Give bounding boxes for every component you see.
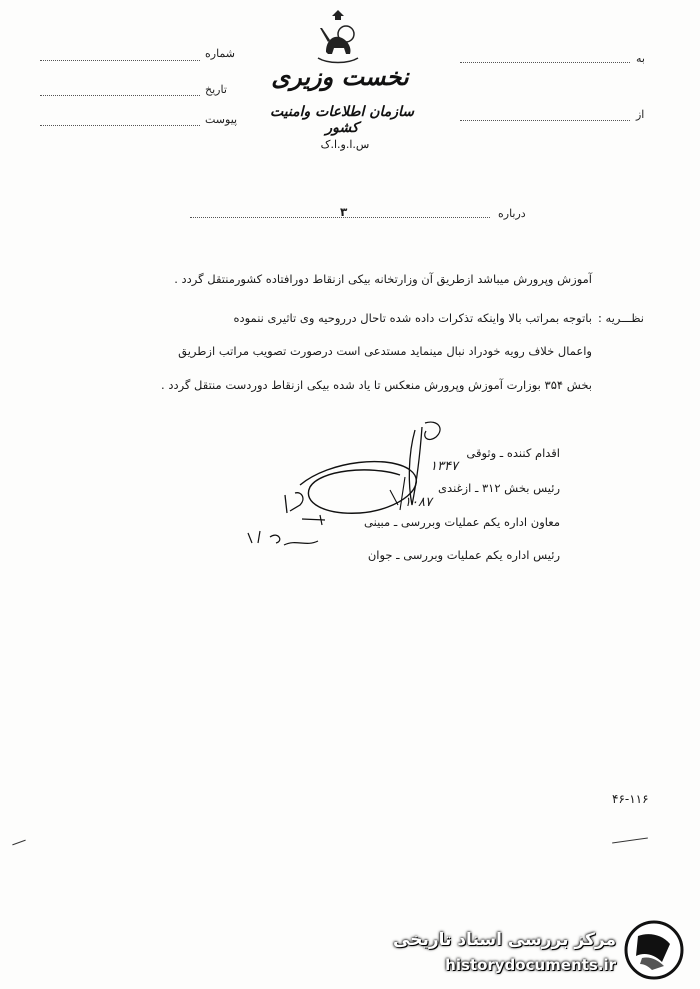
number-field-line <box>40 60 200 61</box>
margin-mark-right <box>612 837 648 843</box>
lion-and-sun-crest-icon <box>308 8 368 68</box>
from-label: از <box>636 108 645 121</box>
to-label: به <box>636 52 645 65</box>
from-field-line <box>460 120 630 121</box>
body-line-1: آموزش وپرورش میباشد ازطریق آن وزارتخانه بیکی ازنقاط دورافتاده کشورمنتقل گردد . <box>174 272 592 286</box>
body-line-2: باتوجه بمراتب بالا واینکه تذکرات داده شده تاحال درروحیه وی تاثیری ننموده <box>233 311 592 325</box>
watermark-url: historydocuments.ir <box>445 956 616 974</box>
handwritten-number-2: ۱۳۴۷ <box>430 459 458 474</box>
watermark-title: مرکز بررسی اسناد تاریخی <box>393 930 616 950</box>
margin-mark-left <box>12 840 25 846</box>
subject-label: درباره <box>498 207 526 220</box>
org-code: س.ا.و.ا.ک <box>320 138 370 151</box>
handwritten-marks-left <box>240 485 340 555</box>
to-field-line <box>460 62 630 63</box>
body-line-4: بخش ۳۵۴ بوزارت آموزش وپرورش منعکس تا یاد شده بیکی ازنقاط دوردست منتقل گردد . <box>161 378 592 392</box>
handwritten-number-1: ۱۰۸۷ <box>404 495 432 510</box>
org-subtitle: سازمان اطلاعات وامنیت کشور <box>269 104 415 136</box>
attachment-label: پیوست <box>205 113 238 126</box>
opinion-label: نظـــریه : <box>598 311 644 325</box>
archive-number: ۴۶-۱۱۶ <box>612 792 649 806</box>
signature-line-2: رئیس بخش ۳۱۲ ـ ازغندی <box>438 481 560 495</box>
body-line-3: واعمال خلاف رویه خودراد نبال مینماید مستدعی است درصورت تصویب مراتب ازطریق <box>178 344 592 358</box>
signature-line-1: اقدام کننده ـ وثوقی <box>466 446 560 460</box>
org-title: نخست وزیری <box>271 62 409 91</box>
date-label: تاریخ <box>205 83 227 96</box>
number-label: شماره <box>205 47 236 60</box>
signature-line-3: معاون اداره یکم عملیات وبررسی ـ مبینی <box>364 515 560 529</box>
history-documents-logo-icon <box>622 918 686 982</box>
attachment-field-line <box>40 125 200 126</box>
date-field-line <box>40 95 200 96</box>
subject-value: ۳ <box>340 205 348 219</box>
signature-line-4: رئیس اداره یکم عملیات وبررسی ـ جوان <box>367 548 560 562</box>
